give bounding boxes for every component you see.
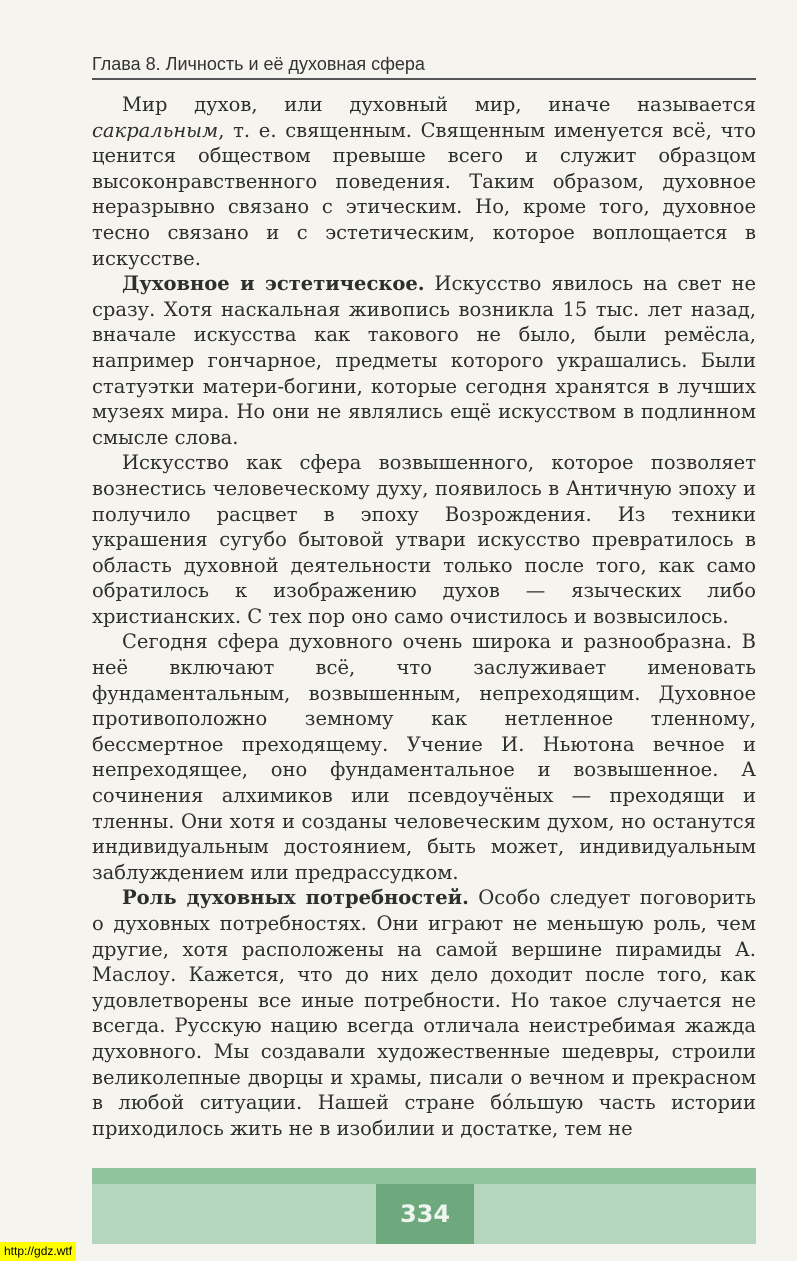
paragraph-italic-term: сакральным (92, 118, 219, 142)
paragraph-text: Сегодня сфера духовного очень широка и разнообразна. В неё включают всё, что заслуживает именовать фундаментальным, возвышенным, непреходящим. Духовное противоположно земному как нетленное тленному, бессмертное преходящему. Учение И. Ньютона вечное и непреходящее, оно фундаментальное и возвышенное. А сочинения алхимиков или псевдоучёных — преходящи и тленны. Они хотя и созданы человеческим духом, но останутся индивидуальным достоянием, быть может, индивидуальным заблуждением или предрассудком. (92, 630, 756, 884)
chapter-title: Глава 8. Личность и её духовная сфера (92, 54, 425, 74)
page-body (92, 92, 756, 1141)
paragraph-5 (92, 885, 756, 1141)
paragraph-lead: Роль духовных потребностей. (122, 886, 469, 910)
paragraph-2 (92, 271, 756, 450)
footer-band (92, 1168, 756, 1244)
paragraph-text: Особо следует поговорить о духовных потребностях. Они играют не меньшую роль, чем другие, хотя расположены на самой вершине пирамиды А. Маслоу. Кажется, что до них дело доходит после того, как удовлетворены все иные потребности. Но такое случается не всегда. Русскую нацию всегда отличала неистребимая жажда духовного. Мы создавали художественные шедевры, строили великолепные дворцы и храмы, писали о вечном и прекрасном в любой ситуации. Нашей стране бóльшую часть истории приходилось жить не в изобилии и достатке, тем не (92, 886, 757, 1140)
paragraph-text: , т. е. священным. Священным именуется всё, что ценится обществом превыше всего и служит образцом высоконравственного поведения. Таким образом, духовное неразрывно связано с этическим. Но, кроме того, духовное тесно связано и с эстетическим, которое воплощается в искусстве. (92, 118, 756, 270)
paragraph-3 (92, 450, 756, 629)
page-number: 334 (399, 1200, 451, 1228)
footer-stripe (92, 1168, 756, 1184)
chapter-header (92, 54, 756, 80)
paragraph-lead: Духовное и эстетическое. (122, 272, 425, 296)
paragraph-text-before: Мир духов, или духовный мир, иначе называется (122, 93, 756, 116)
paragraph-4 (92, 629, 756, 885)
paragraph-text: Искусство как сфера возвышенного, которое позволяет вознестись человеческому духу, появилось в Античную эпоху и получило расцвет в эпоху Возрождения. Из техники украшения сугубо бытовой утвари искусство превратилось в область духовной деятельности только после того, как само обратилось к изображению духов — языческих либо христианских. С тех пор оно само очистилось и возвысилось. (92, 451, 756, 628)
watermark-link[interactable]: http://gdz.wtf (0, 1242, 76, 1261)
paragraph-text: Искусство явилось на свет не сразу. Хотя наскальная живопись возникла 15 тыс. лет назад, вначале искусства как такового не было, были ремёсла, например гончарное, предметы которого украшались. Были статуэтки матери-богини, которые сегодня хранятся в лучших музеях мира. Но они не являлись ещё искусством в подлинном смысле слова. (92, 272, 756, 449)
page-number-tab (376, 1184, 474, 1244)
paragraph-1 (92, 92, 756, 271)
